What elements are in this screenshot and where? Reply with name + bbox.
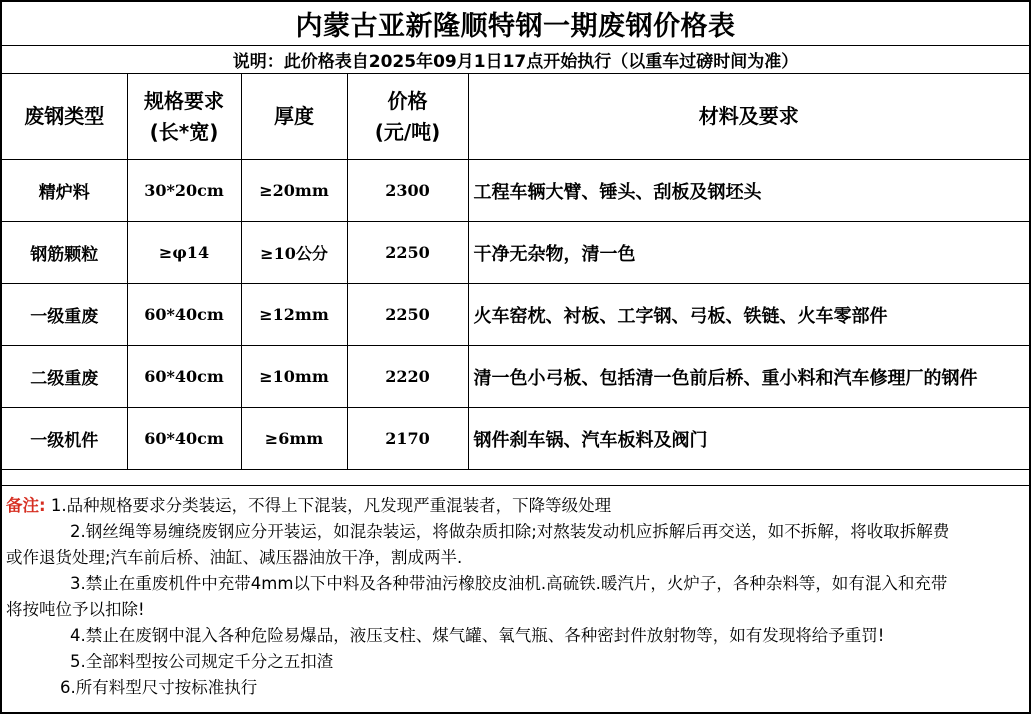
thickness-cell: ≥20mm xyxy=(241,160,347,222)
table-row xyxy=(2,284,1029,346)
thickness-cell: ≥10公分 xyxy=(241,222,347,284)
spec-cell: 60*40cm xyxy=(127,346,241,408)
header-steel-type xyxy=(2,74,127,160)
requirement-cell: 火车窑枕、衬板、工字钢、弓板、铁链、火车零部件 xyxy=(468,284,1029,346)
header-spec xyxy=(127,74,241,160)
header-thickness xyxy=(241,74,347,160)
table-row xyxy=(2,408,1029,470)
notes-label: 备注: xyxy=(6,496,46,515)
thickness-cell: ≥6mm xyxy=(241,408,347,470)
thickness-cell: ≥10mm xyxy=(241,346,347,408)
requirement-cell: 工程车辆大臂、锤头、刮板及钢坯头 xyxy=(468,160,1029,222)
thickness-cell: ≥12mm xyxy=(241,284,347,346)
note-text: 4.禁止在废钢中混入各种危险易爆品，液压支柱、煤气罐、氧气瓶、各种密封件放射物等，如有发现将给予重罚! xyxy=(70,626,885,645)
note-text: 6.所有料型尺寸按标准执行 xyxy=(60,678,258,697)
spec-cell: 60*40cm xyxy=(127,408,241,470)
price-cell: 2300 xyxy=(347,160,468,222)
header-line: 规格要求 xyxy=(144,88,224,113)
header-price xyxy=(347,74,468,160)
note-text: 2.钢丝绳等易缠绕废钢应分开装运，如混杂装运，将做杂质扣除;对熬装发动机应拆解后再交送，如不拆解，将收取拆解费 xyxy=(70,522,950,541)
note-line xyxy=(2,649,1029,675)
note-line xyxy=(2,545,1029,571)
spec-cell: 60*40cm xyxy=(127,284,241,346)
price-cell: 2250 xyxy=(347,222,468,284)
spec-cell: 30*20cm xyxy=(127,160,241,222)
header-requirement xyxy=(468,74,1029,160)
header-line: 价格 xyxy=(387,88,428,113)
requirement-cell: 干净无杂物，清一色 xyxy=(468,222,1029,284)
note-text: 将按吨位予以扣除! xyxy=(6,600,145,619)
note-line xyxy=(2,571,1029,597)
effective-date-note: 说明：此价格表自2025年09月1日17点开始执行（以重车过磅时间为准） xyxy=(2,45,1029,74)
note-line xyxy=(2,623,1029,649)
header-line: 废钢类型 xyxy=(24,104,105,128)
page-title: 内蒙古亚新隆顺特钢一期废钢价格表 xyxy=(2,2,1029,46)
steel-type-cell: 一级重废 xyxy=(2,284,127,346)
requirement-cell: 钢件刹车锅、汽车板料及阀门 xyxy=(468,408,1029,470)
notes-section xyxy=(2,485,1029,714)
table-row xyxy=(2,160,1029,222)
note-text: 或作退货处理;汽车前后桥、油缸、减压器油放干净，割成两半. xyxy=(6,548,463,567)
table-header-row xyxy=(2,74,1029,160)
note-text: 1.品种规格要求分类装运，不得上下混装，凡发现严重混装者，下降等级处理 xyxy=(50,496,612,515)
header-line: 厚度 xyxy=(274,104,314,128)
price-cell: 2170 xyxy=(347,408,468,470)
steel-type-cell: 二级重废 xyxy=(2,346,127,408)
requirement-cell: 清一色小弓板、包括清一色前后桥、重小料和汽车修理厂的钢件 xyxy=(468,346,1029,408)
header-line: (元/吨) xyxy=(374,119,441,144)
table-row xyxy=(2,222,1029,284)
note-line xyxy=(2,675,1029,701)
spec-cell: ≥φ14 xyxy=(127,222,241,284)
steel-type-cell: 精炉料 xyxy=(2,160,127,222)
price-cell: 2250 xyxy=(347,284,468,346)
note-text: 3.禁止在重废机件中充带4mm以下中料及各种带油污橡胶皮油机.高硫铁.暖汽片，火炉子，各种杂料等，如有混入和充带 xyxy=(70,574,948,593)
note-line xyxy=(2,493,1029,519)
table-row xyxy=(2,346,1029,408)
note-text: 5.全部料型按公司规定千分之五扣渣 xyxy=(70,652,334,671)
price-cell: 2220 xyxy=(347,346,468,408)
price-table xyxy=(2,73,1029,470)
header-line: (长*宽) xyxy=(149,119,219,144)
header-line: 材料及要求 xyxy=(698,104,799,128)
steel-type-cell: 一级机件 xyxy=(2,408,127,470)
note-line xyxy=(2,519,1029,545)
steel-type-cell: 钢筋颗粒 xyxy=(2,222,127,284)
note-line xyxy=(2,597,1029,623)
